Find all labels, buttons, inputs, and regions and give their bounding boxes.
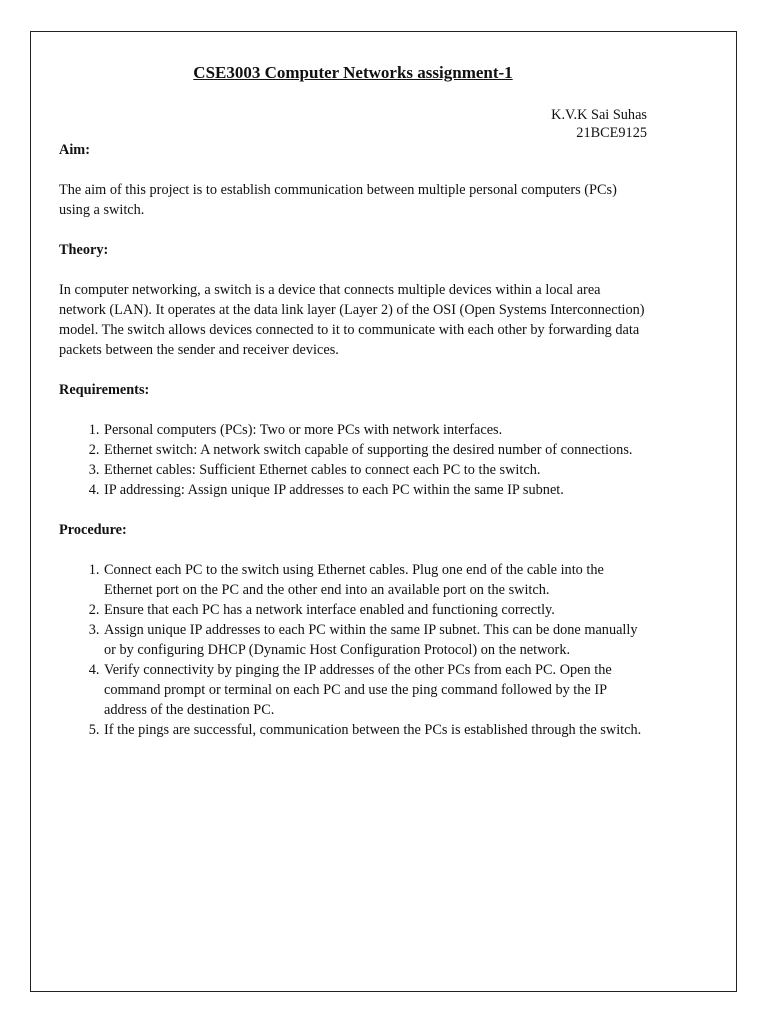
list-item: 5. If the pings are successful, communication between the PCs is established through the switch.: [103, 720, 647, 740]
list-item: 3. Ethernet cables: Sufficient Ethernet cables to connect each PC to the switch.: [103, 460, 647, 480]
document-content: [59, 62, 647, 740]
list-item: 4. IP addressing: Assign unique IP addresses to each PC within the same IP subnet.: [103, 480, 647, 500]
theory-heading: Theory:: [59, 242, 109, 258]
procedure-heading: Procedure:: [59, 522, 127, 538]
requirements-heading: Requirements:: [59, 382, 150, 398]
list-item: 2. Ensure that each PC has a network interface enabled and functioning correctly.: [103, 600, 647, 620]
list-item: 1. Connect each PC to the switch using Ethernet cables. Plug one end of the cable into the Ethernet port on the PC and the other end into an available port on the switch.: [103, 560, 647, 600]
list-item: 3. Assign unique IP addresses to each PC within the same IP subnet. This can be done manually or by configuring DHCP (Dynamic Host Configuration Protocol) on the network.: [103, 620, 647, 660]
list-item: 4. Verify connectivity by pinging the IP addresses of the other PCs from each PC. Open the command prompt or terminal on each PC and use the ping command followed by the IP address of the destination PC.: [103, 660, 647, 720]
requirements-list: [59, 420, 647, 500]
aim-heading: Aim:: [59, 142, 90, 158]
author-name: K.V.K Sai Suhas: [551, 107, 647, 123]
list-item: 1. Personal computers (PCs): Two or more PCs with network interfaces.: [103, 420, 647, 440]
document-title: CSE3003 Computer Networks assignment-1: [193, 63, 513, 82]
list-item: 2. Ethernet switch: A network switch capable of supporting the desired number of connections.: [103, 440, 647, 460]
procedure-list: [59, 560, 647, 740]
theory-text: In computer networking, a switch is a device that connects multiple devices within a local area network (LAN). It operates at the data link layer (Layer 2) of the OSI (Open Systems Interconnection) model. The switch allows devices connected to it to communicate with each other by forwarding data packets between the sender and receiver devices.: [59, 282, 645, 358]
author-id: 21BCE9125: [576, 125, 647, 141]
aim-text: The aim of this project is to establish communication between multiple personal computers (PCs) using a switch.: [59, 182, 617, 218]
